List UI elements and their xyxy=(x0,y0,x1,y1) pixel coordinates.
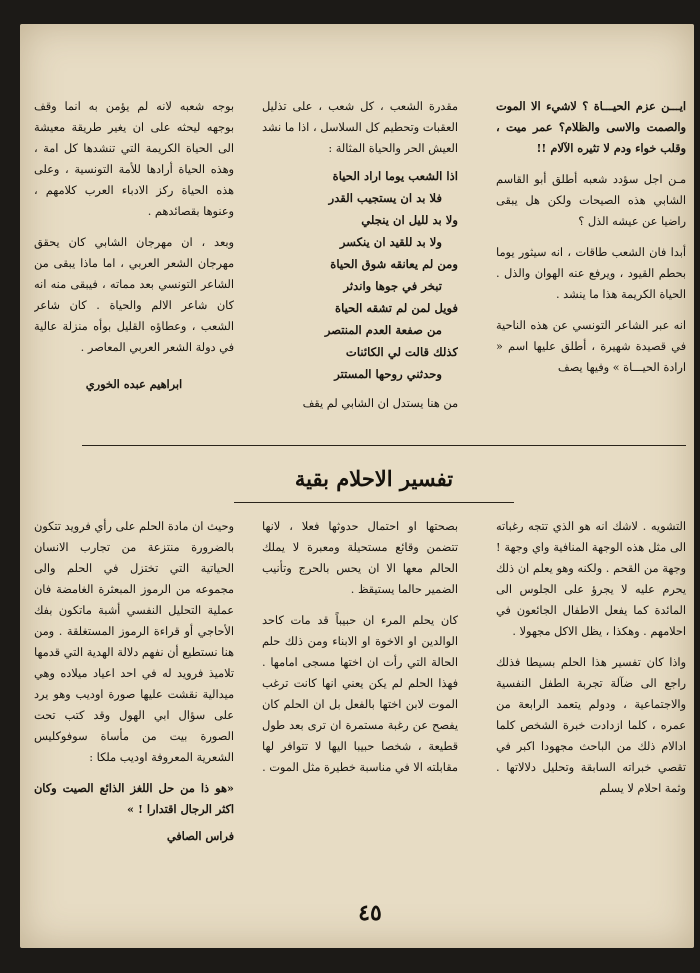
poem-line: وحدثني روحها المستتر xyxy=(334,367,442,381)
poem-line: فويل لمن لم تشقه الحياة xyxy=(335,301,458,315)
bottom-article-column-3 xyxy=(34,516,234,906)
article-paragraph: من هنا يستدل ان الشابي لم يقف xyxy=(302,397,458,410)
section-divider xyxy=(82,445,686,446)
magazine-page xyxy=(20,24,694,948)
article-paragraph: وحيث ان مادة الحلم على رأي فرويد تتكون بالضرورة منتزعة من تجارب الانسان الحياتية التي تختزل في الحلم والى مجموعه من الرموز المبعثرة الغامضة فان عملية التحليل النفسي أشبة ماتكون بفك الأحاجي أو قراءة الرموز المستغلقة . ومن هنا نستطيع أن نفهم دلالة الهدية التي قدمها تلاميذ فرويد له في احد اعياد ميلاده وهي ميدالية نقشت عليها صورة اوديب وهو يرد على سؤال ابي الهول وقد كتب تحت الصورة بيت من مأساة سوفوكليس الشعرية المعروفة اوديب ملكا : xyxy=(34,520,234,764)
poem-line: فلا بد ان يستجيب القدر xyxy=(328,191,442,205)
bottom-article-column-2 xyxy=(262,516,458,906)
poem-line: ولا بد لليل ان ينجلي xyxy=(361,213,458,227)
author-name: فراس الصافي xyxy=(166,829,234,843)
top-article-column-1 xyxy=(496,96,686,446)
poem-line: من صفعة العدم المنتصر xyxy=(324,323,442,337)
bottom-article-column-1 xyxy=(496,516,686,906)
top-article-column-3 xyxy=(34,96,234,446)
poem-line: كذلك قالت لي الكائنات xyxy=(345,345,458,359)
article-paragraph: كان يحلم المرء ان حبيباً قد مات كاحد الوالدين او الاخوة او الابناء ومن ذلك حلم الحالة التي رأت ان اختها مسجى امامها . فهذا الحلم لم يكن يعني انها كانت ترغب الموت لابن اختها بالفعل بل ان الحلم كان يفصح عن رغبة مستمرة ان ترى بعد طول قطيعة ، شخصا حبيبا اليها لا تتوافر لها مقابلته الا في مناسبة خطيرة مثل الموت . xyxy=(262,614,458,774)
article-paragraph: انه عبر الشاعر التونسي عن هذه الناحية في قصيدة شهيرة ، أطلق عليها اسم « ارادة الحيـــاة » وفيها يصف xyxy=(496,319,686,374)
top-article-column-2 xyxy=(262,96,458,446)
article-paragraph: وبعد ، ان مهرجان الشابي كان يحقق مهرجان الشعر العربي ، اما ماذا يبقى من الشاعر التونسي بعد مماته ، فيبقى منه انه كان شاعر الالم والحياة . كان شاعر الشعب ، وعطاؤه القليل بوأه منزلة عالية في دولة الشعر العربي المعاصر . xyxy=(34,236,234,354)
author-signature: ابراهيم عبده الخوري xyxy=(85,377,183,391)
article-headline: تفسير الاحلام بقية xyxy=(294,466,454,491)
article-paragraph: بوجه شعبه لانه لم يؤمن به انما وقف بوجهه ليحثه على ان يغير طريقة معيشة الى الحياة الكريمة التي تنشدها كل امة ، وهذه الحياة أرادها للأمة التونسية ، وعلى هذه الحياة ركز الادباء العرب كلامهم ، وعنوها بقصائدهم . xyxy=(34,100,234,218)
headline-underline xyxy=(234,502,514,503)
quoted-verse: «هو ذا من حل اللغز الذائع الصيت وكان اكثر الرجال اقتدارا ! » xyxy=(34,781,234,816)
article-paragraph: واذا كان تفسير هذا الحلم بسيطا فذلك راجع الى ضآلة تجربة الطفل النفسية والاجتماعية ، ودولم يتعمد الرابعة من عمره ، كلما ازدادت خبرة الشخص كلما ادالام ذلك من الباحث مجهودا اكبر في تقصي خبراته السابقة وتحليل دلالاتها . وثمة احلام لا يسلم xyxy=(496,656,686,795)
article-paragraph: أبدا فان الشعب طاقات ، انه سيثور يوما بحطم القيود ، ويرفع عنه الهوان والذل . الحياة الكريمة هذا ما ينشد . xyxy=(496,246,686,301)
page-number: ٤٥ xyxy=(358,900,382,926)
article-paragraph: ايـــن عزم الحيـــاة ؟ لاشيء الا الموت والصمت والاسى والظلام؟ عمر ميت ، وقلب خواء ودم لا تثيره الآلام !! xyxy=(496,99,686,155)
article-paragraph: بصحتها او احتمال حدوثها فعلا ، لانها تتضمن وقائع مستحيلة ومعبرة لا يملك الحالم معها الا ان يحس بالحرج وتأنيب الضمير حالما يستيقظ . xyxy=(262,520,458,596)
poem-verses xyxy=(262,165,458,385)
poem-line: ولا بد للقيد ان ينكسر xyxy=(339,235,442,249)
poem-line: تبخر في جوها واندثر xyxy=(343,279,442,293)
poem-line: اذا الشعب يوما اراد الحياة xyxy=(332,169,458,183)
article-paragraph: مـن اجل سؤدد شعبه أطلق أبو القاسم الشابي هذه الصيحات ولكن هل يبقى راضيا عن عيشه الذل ؟ xyxy=(496,173,686,228)
article-paragraph: مقدرة الشعب ، كل شعب ، على تذليل العقبات وتحطيم كل السلاسل ، اذا ما نشد العيش الحر والحياة المثالة : xyxy=(262,100,458,155)
poem-line: ومن لم يعانقه شوق الحياة xyxy=(330,257,458,271)
article-paragraph: التشويه . لاشك انه هو الذي تتجه رغباته الى مثل هذه الوجهة المنافية واي وجهة ! وجهة من القحم . ولكنه وهو يعلم ان ذلك يحرم عليه لا يجرؤ على الجلوس الى المائدة كما يفعل الاطفال الجائعون في احلامهم . وهكذا ، يظل الاكل مجهولا . xyxy=(496,520,686,638)
